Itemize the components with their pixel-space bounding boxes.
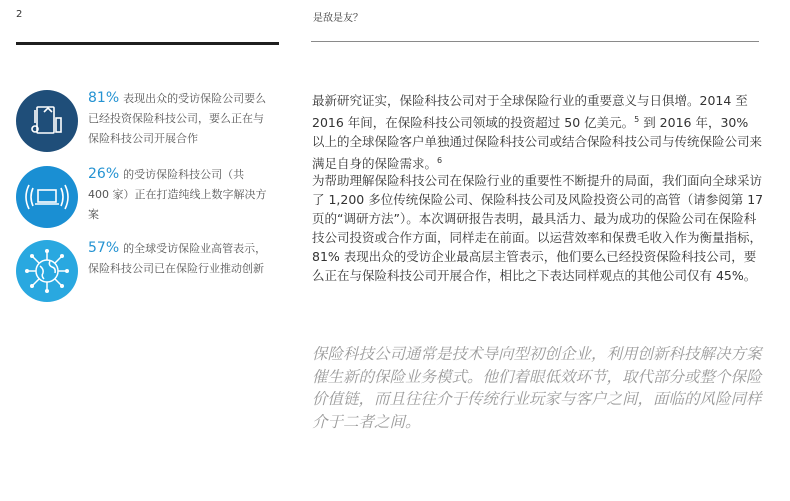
stat-description: 表现出众的受访保险公司要么已经投资保险科技公司，要么正在与保险科技公司开展合作: [88, 92, 267, 145]
stat-description: 的全球受访保险业高管表示，保险科技公司已在保险行业推动创新: [88, 242, 267, 275]
pull-quote: 保险科技公司通常是技术导向型初创企业，利用创新科技解决方案催生新的保险业务模式。他们着眼低效环节，取代部分或整个保险价值链，而且往往介于传统行业玩家与客户之间，面临的风险同样介于二者之间。: [312, 345, 762, 431]
stat-item: [16, 166, 268, 230]
stat-description: 的受访保险科技公司（共 400 家）正在打造纯线上数字解决方案: [88, 168, 267, 221]
stat-percent: 26%: [88, 166, 120, 182]
stat-item: [16, 90, 268, 154]
left-header-rule: [16, 42, 279, 45]
touch-screen-icon: [16, 90, 78, 152]
stat-percent: 81%: [88, 90, 120, 106]
stat-percent: 57%: [88, 240, 120, 256]
stat-item: [16, 240, 268, 304]
body-paragraph-2: 为帮助理解保险科技公司在保险行业的重要性不断提升的局面，我们面向全球采访了 1,200 多位传统保险公司、保险科技公司及风险投资公司的高管（请参阅第 17 页的“调研方法”）。本次调研报告表明，最具活力、最为成功的保险公司在保险科技公司投资或合作方面，同样走在前面。以运营效率和保费毛收入作为衡量指标，81% 表现出众的受访企业最高层主管表示，他们要么已经投资保险科技公司，要么正在与保险科技公司开展合作，相比之下表达同样观点的其他公司仅有 45%。: [312, 173, 764, 283]
footnote-ref: 6: [437, 156, 443, 166]
running-title: 是敌是友？: [313, 13, 363, 24]
right-header-rule: [311, 41, 759, 42]
body-paragraph-1: 最新研究证实，保险科技公司对于全球保险行业的重要意义与日俱增。2014 至 2016 年间，在保险科技公司领域的投资超过 50 亿美元。$^5$ 到 2016 年，30% 以上的全球保险客户单独通过保险科技公司或结合保险科技公司与传统保险公司来满足自身的保险需求。$^6$: [312, 93, 763, 172]
laptop-signal-icon: [16, 166, 78, 228]
connected-globe-icon: [16, 240, 78, 302]
page-number: 2: [16, 9, 23, 20]
footnote-ref: 5: [634, 115, 640, 124]
